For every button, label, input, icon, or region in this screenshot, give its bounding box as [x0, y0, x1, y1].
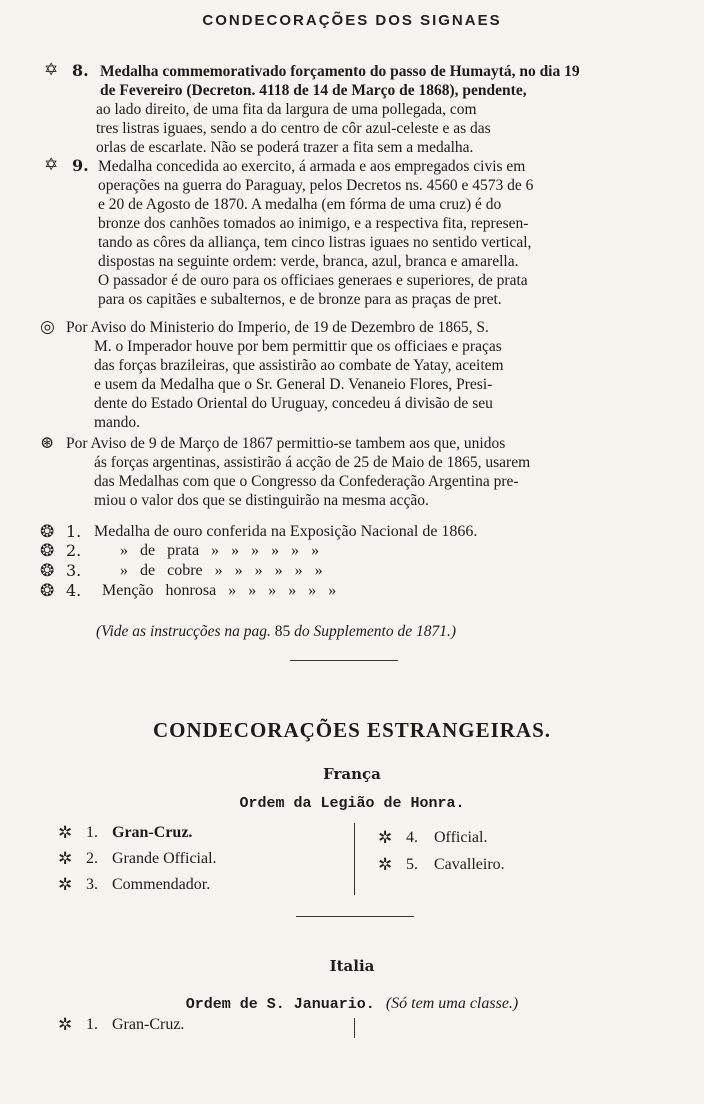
class-number: 5.	[406, 856, 418, 873]
star-of-david-icon: ✡	[44, 155, 59, 175]
class-number: 3.	[86, 876, 98, 893]
class-label: Commendador.	[112, 876, 211, 893]
section-divider	[296, 916, 414, 917]
order-note-italia: (Só tem uma classe.)	[385, 995, 519, 1012]
country-heading-italia: Italia	[329, 957, 375, 975]
text-line: das Medalhas com que o Congresso da Confederação Argentina pre-	[94, 473, 519, 490]
exposicao-row: Menção honrosa » » » » » »	[102, 582, 337, 599]
column-divider	[354, 1018, 355, 1038]
class-number: 2.	[86, 850, 98, 867]
supplement-note	[96, 622, 456, 641]
text-line: miou o valor dos que se distinguirão na mesma acção.	[94, 492, 429, 509]
class-label: Cavalleiro.	[434, 856, 505, 873]
note-page: 85	[274, 623, 291, 640]
text-line: dispostas na seguinte ordem: verde, branca, azul, branca e amarella.	[98, 253, 519, 270]
cross-icon: ✲	[58, 1015, 73, 1035]
class-label: Gran-Cruz.	[112, 824, 193, 841]
item-number: 4.	[66, 581, 82, 600]
star-of-david-icon: ✡	[44, 60, 59, 80]
order-title-italia-row	[0, 993, 704, 1013]
text-line: operações na guerra do Paraguay, pelos Decretos ns. 4560 e 4573 de 6	[98, 177, 534, 194]
text-line: ao lado direito, de uma fita da largura de uma pollegada, com	[96, 101, 477, 118]
text-line: Medalha concedida ao exercito, á armada e aos empregados civis em	[98, 158, 526, 175]
item-number: 8.	[72, 61, 89, 80]
item-number: 2.	[66, 541, 82, 560]
text-line: ás forças argentinas, assistirão á acção de 25 de Maio de 1865, usarem	[94, 454, 531, 471]
order-title-franca: Ordem da Legião de Honra.	[239, 795, 465, 812]
class-number: 1.	[86, 824, 98, 841]
cross-icon: ✲	[58, 849, 73, 869]
note-suffix: do Supplemento de 1871.)	[294, 623, 457, 640]
text-line: de Fevereiro (Decreton. 4118 de 14 de Março de 1868), pendente,	[100, 82, 527, 99]
class-number: 1.	[86, 1016, 98, 1033]
text-line: O passador é de ouro para os officiaes generaes e superiores, de prata	[98, 272, 528, 289]
cross-icon: ✲	[58, 875, 73, 895]
item-number: 9.	[72, 156, 89, 175]
text-line: para os capitães e subalternos, e de bronze para as praças de pret.	[98, 291, 502, 308]
medal-icon: ❂	[40, 522, 55, 542]
medal-icon: ❂	[40, 561, 55, 581]
medal-circle-icon: ◎	[40, 317, 55, 337]
text-line: tando as côres da alliança, tem cinco listras iguaes no sentido vertical,	[98, 234, 532, 251]
running-head: CONDECORAÇÕES DOS SIGNAES	[202, 12, 502, 29]
text-line: e 20 de Agosto de 1870. A medalha (em fórma de uma cruz) é do	[98, 196, 502, 213]
exposicao-row: » de cobre » » » » » »	[120, 562, 323, 579]
class-label: Official.	[434, 829, 488, 846]
text-line: Por Aviso do Ministerio do Imperio, de 19 de Dezembro de 1865, S.	[66, 319, 489, 336]
cross-icon: ✲	[58, 823, 73, 843]
item-number: 3.	[66, 561, 82, 580]
text-line: Medalha commemorativado forçamento do passo de Humaytá, no dia 19	[100, 63, 580, 80]
column-divider	[354, 823, 355, 895]
text-line: M. o Imperador houve por bem permittir que os officiaes e praças	[94, 338, 502, 355]
cross-icon: ✲	[378, 855, 393, 875]
section-divider	[290, 660, 398, 661]
text-line: tres listras iguaes, sendo a do centro de côr azul-celeste e as das	[96, 120, 491, 137]
text-line: orlas de escarlate. Não se poderá trazer a fita sem a medalha.	[96, 139, 474, 156]
text-line: das forças brazileiras, que assistirão ao combate de Yatay, aceitem	[94, 357, 504, 374]
text-line: bronze dos canhões tomados ao inimigo, e a respectiva fita, represen-	[98, 215, 529, 232]
exposicao-row: » de prata » » » » » »	[120, 542, 320, 559]
class-label: Grande Official.	[112, 850, 217, 867]
order-title-italia: Ordem de S. Januario.	[185, 996, 375, 1013]
exposicao-row: Medalha de ouro conferida na Exposição Nacional de 1866.	[94, 523, 478, 540]
medal-star-icon: ⊛	[40, 433, 55, 453]
text-line: mando.	[94, 414, 141, 431]
medal-icon: ❂	[40, 581, 55, 601]
text-line: e usem da Medalha que o Sr. General D. Venaneio Flores, Presi-	[94, 376, 493, 393]
note-prefix: (Vide as instrucções na pag.	[96, 623, 271, 640]
text-line: Por Aviso de 9 de Março de 1867 permittio-se tambem aos que, unidos	[66, 435, 506, 452]
medal-icon: ❂	[40, 541, 55, 561]
country-heading-franca: França	[323, 765, 381, 783]
class-number: 4.	[406, 829, 418, 846]
section-title: CONDECORAÇÕES ESTRANGEIRAS.	[152, 718, 552, 742]
item-number: 1.	[66, 522, 82, 541]
cross-icon: ✲	[378, 828, 393, 848]
class-label: Gran-Cruz.	[112, 1016, 185, 1033]
text-line: dente do Estado Oriental do Uruguay, concedeu á divisão de seu	[94, 395, 493, 412]
